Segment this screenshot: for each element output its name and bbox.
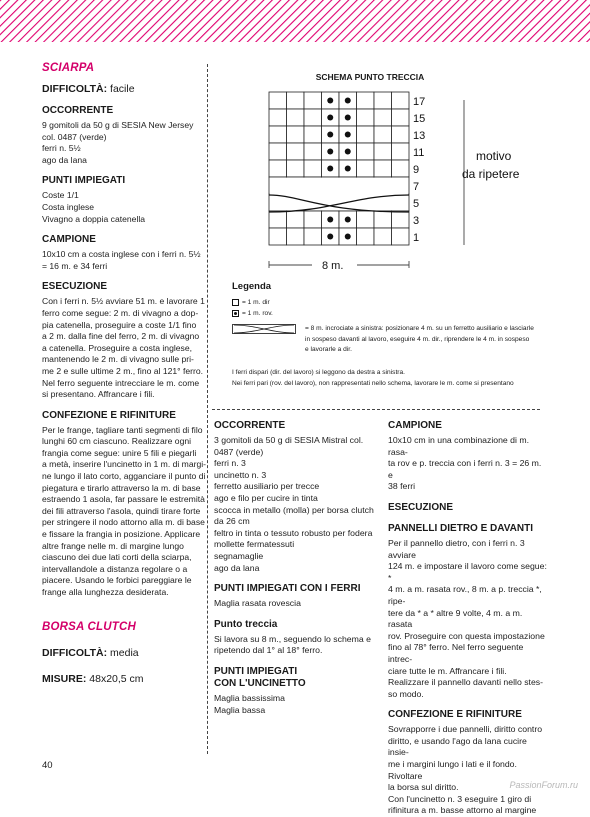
- chart-cell: [304, 211, 322, 228]
- chart-cell: [269, 160, 287, 177]
- occorrente-line: 9 gomitoli da 50 g di SESIA New Jersey: [42, 120, 194, 130]
- purl-dot: [327, 234, 333, 240]
- repeat-label: da ripetere: [462, 167, 520, 181]
- text-line: mantenendo le 2 m. di vivagno sulle pri-: [42, 354, 194, 365]
- chart-cell: [357, 109, 375, 126]
- text-line: per stringere il nodo attorno alla m. di base: [42, 517, 205, 528]
- text-line: ripetendo dal 1° al 18° ferro.: [214, 645, 323, 656]
- chart-cell: [374, 109, 392, 126]
- chart-cell: [304, 126, 322, 143]
- esecuzione-heading: ESECUZIONE: [388, 501, 454, 513]
- text-line: 38 ferri: [388, 481, 416, 492]
- chart-cell: [392, 109, 410, 126]
- text-line: Per le frange, tagliare tanti segmenti di filo: [42, 424, 203, 435]
- chart-cell: [357, 160, 375, 177]
- chart-cell: [374, 228, 392, 245]
- chart-cell: [392, 92, 410, 109]
- chart-grid-svg: [220, 90, 540, 300]
- esecuzione-text: [42, 296, 208, 400]
- punti-line: Coste 1/1: [42, 190, 79, 201]
- text-line: da 26 cm: [214, 516, 250, 527]
- legend-knit: [232, 297, 532, 308]
- borsa-title: BORSA CLUTCH: [42, 620, 136, 633]
- text-line: Con i ferri n. 5½ avviare 51 m. e lavorare 1: [42, 296, 205, 307]
- text-line: me 2 e sulle ultime 2 m., fino al 121° ferro.: [42, 365, 204, 376]
- purl-dot: [327, 115, 333, 121]
- chart-cell: [304, 228, 322, 245]
- text-line: I ferri dispari (dir. del lavoro) si leggono da destra a sinistra.: [232, 369, 405, 376]
- purl-dot: [327, 149, 333, 155]
- right-column: [388, 420, 548, 817]
- row-number: 1: [413, 232, 420, 244]
- chart-cell: [269, 228, 287, 245]
- campione-line: 10x10 cm a costa inglese con i ferri n. 5½: [42, 249, 201, 260]
- text-line: intervallandole a distanza regolare o a: [42, 563, 188, 574]
- chart-cell: [374, 211, 392, 228]
- repeat-label: motivo: [476, 149, 512, 163]
- text-line: tere da * a * altre 9 volte, 4 m. a m. rasata: [388, 607, 523, 630]
- text-line: uncinetto n. 3: [214, 469, 267, 480]
- chart-cell: [269, 211, 287, 228]
- occorrente-heading: OCCORRENTE: [214, 420, 286, 431]
- text-line: 0487 (verde): [214, 446, 264, 457]
- chart-cell: [304, 160, 322, 177]
- text-line: 10x10 cm in una combinazione di m. rasa-: [388, 435, 530, 457]
- punti-ferri-heading: PUNTI IMPIEGATI CON I FERRI: [214, 583, 361, 595]
- cable-cell: [270, 178, 409, 211]
- row-number: 15: [413, 113, 426, 125]
- chart-cell: [287, 92, 305, 109]
- row-number: 7: [413, 181, 420, 193]
- text-line: = 8 m. incrociate a sinistra: posizionare 4 m. su un ferretto ausiliario e lasciarle: [305, 325, 534, 332]
- sciarpa-title: SCIARPA: [42, 62, 95, 74]
- chart-cell: [392, 160, 410, 177]
- text-line: so modo.: [388, 688, 424, 699]
- purl-symbol-icon: [232, 310, 239, 317]
- section-divider: [212, 409, 540, 410]
- chart-cell: [304, 92, 322, 109]
- text-line: Per il pannello dietro, con i ferri n. 3 avviare: [388, 537, 525, 560]
- row-number: 13: [413, 130, 426, 142]
- text-line: scocca in metallo (molla) per borsa clutch: [214, 504, 374, 515]
- campione-line: = 16 m. e 34 ferri: [42, 260, 108, 271]
- sciarpa-difficulty: [42, 83, 208, 95]
- chart-cell: [287, 211, 305, 228]
- chart-cell: [357, 211, 375, 228]
- chart-notes: [232, 368, 532, 389]
- middle-column: [214, 420, 377, 716]
- difficulty-label: DIFFICOLTÀ:: [42, 83, 108, 95]
- campione-heading: CAMPIONE: [42, 234, 96, 246]
- purl-dot: [327, 98, 333, 104]
- chart-cell: [357, 126, 375, 143]
- chart-cell: [392, 211, 410, 228]
- text-line: fino al 78° ferro. Nel ferro seguente intrec-: [388, 642, 524, 664]
- text-line: ne lungo il lato corto, agganciare il punto di: [42, 471, 206, 482]
- text-line: e fissare la frangia in posizione. Applicare: [42, 529, 201, 540]
- legend-knit-text: = 1 m. dir: [242, 299, 270, 306]
- confezione-text: [42, 425, 208, 599]
- text-line: in sospeso davanti al lavoro, eseguire 4 m. dir., riprendere le 4 m. in sospeso: [305, 335, 530, 343]
- chart-title: SCHEMA PUNTO TRECCIA: [315, 72, 425, 82]
- text-line: ago da lana: [214, 562, 260, 573]
- text-line: Realizzare il pannello davanti nello stes-: [388, 677, 544, 688]
- text-line: feltro in tinta o tessuto robusto per fodera: [214, 527, 373, 538]
- occorrente-line: col. 0487 (verde): [42, 131, 107, 142]
- text-line: a catenella. Proseguire a costa inglese,: [42, 342, 193, 353]
- chart-cell: [287, 160, 305, 177]
- text-line: piegatura e tirarlo attraverso la m. di base: [42, 482, 201, 493]
- chart-cell: [392, 126, 410, 143]
- knit-symbol-icon: [232, 299, 239, 306]
- text-line: ago e filo per cucire in tinta: [214, 492, 318, 503]
- purl-dot: [327, 166, 333, 172]
- chart-cell: [374, 92, 392, 109]
- text-line: pia catenella, proseguire a coste 1/1 fino: [42, 319, 197, 330]
- watermark: PassionForum.ru: [509, 780, 578, 790]
- text-line: si presentano. Affrancare i fili.: [42, 389, 155, 400]
- text-line: ferro come segue: 2 m. di vivagno a dop-: [42, 307, 199, 318]
- purl-dot: [327, 217, 333, 223]
- chart-cell: [304, 143, 322, 160]
- chart-cell: [357, 92, 375, 109]
- text-line: Con l'uncinetto n. 3 eseguire 1 giro di: [388, 793, 532, 804]
- punti-uncinetto-heading: PUNTI IMPIEGATI: [214, 665, 298, 677]
- treccia-heading: Punto treccia: [214, 618, 278, 630]
- row-number: 17: [413, 96, 426, 108]
- text-line: Sovrapporre i due pannelli, diritto contro: [388, 724, 543, 735]
- text-line: Nel ferro seguente intrecciare le m. come: [42, 377, 200, 388]
- text-line: Maglia rasata rovescia: [214, 598, 301, 609]
- misure-value: 48x20,5 cm: [89, 672, 144, 685]
- column-divider: [207, 64, 208, 754]
- legend-cable-text: [305, 324, 537, 356]
- text-line: ferretto ausiliario per trecce: [214, 481, 320, 492]
- text-line: Maglia bassa: [214, 704, 266, 715]
- text-line: lunghi 60 cm ciascuno. Realizzare ogni: [42, 436, 192, 447]
- chart-cell: [269, 126, 287, 143]
- occorrente-line: ferri n. 5½: [42, 143, 81, 154]
- text-line: me i margini lungo i lati e il fondo. Rivoltare: [388, 759, 517, 781]
- chart-cell: [374, 160, 392, 177]
- text-line: rifinitura a m. basse attorno al margine: [388, 805, 537, 816]
- text-line: frangia come segue: unire 5 fili e piegarli: [42, 447, 197, 458]
- chart-cell: [374, 143, 392, 160]
- row-number: 9: [413, 164, 420, 176]
- misure-label: MISURE:: [42, 672, 87, 685]
- text-line: 124 m. e impostare il lavoro come segue: *: [388, 561, 547, 583]
- text-line: Maglia bassissima: [214, 692, 285, 703]
- text-line: ciascuno dei due lati corti della sciarpa,: [42, 552, 192, 563]
- difficulty-label: DIFFICOLTÀ:: [42, 646, 108, 659]
- borsa-misure: [42, 673, 208, 685]
- chart-cell: [357, 228, 375, 245]
- legend-purl-text: = 1 m. rov.: [242, 310, 273, 317]
- punti-line: Costa inglese: [42, 201, 95, 212]
- legend-purl: [232, 308, 532, 319]
- purl-dot: [345, 149, 351, 155]
- chart-cell: [304, 109, 322, 126]
- chart-cell: [287, 143, 305, 160]
- confezione-heading: CONFEZIONE E RIFINITURE: [42, 409, 176, 421]
- text-line: la borsa sul diritto.: [388, 782, 459, 793]
- legend-title: Legenda: [232, 281, 272, 292]
- width-label: 8 m.: [322, 260, 344, 272]
- text-line: 4 m. a m. rasata rov., 8 m. a p. treccia *, ripe-: [388, 584, 542, 606]
- text-line: rov. Proseguire con questa impostazione: [388, 630, 545, 641]
- campione-heading: CAMPIONE: [388, 420, 442, 431]
- punti-line: Vivagno a doppia catenella: [42, 213, 146, 224]
- text-line: segnamaglie: [214, 550, 264, 561]
- page-number: 40: [42, 760, 53, 771]
- text-line: dei fili attraverso l'asola, quindi tirare forte: [42, 505, 201, 516]
- text-line: estraendo 1 asola, far passare le estremità: [42, 494, 205, 505]
- chart-cell: [392, 228, 410, 245]
- chart-cell: [374, 126, 392, 143]
- chart-cell: [287, 126, 305, 143]
- borsa-difficulty: [42, 647, 208, 659]
- cable-symbol-icon: [232, 324, 296, 334]
- left-column: [42, 62, 208, 695]
- purl-dot: [345, 98, 351, 104]
- text-line: diritto, e usando l'ago da lana cucire insie-: [388, 735, 527, 758]
- confezione-heading: CONFEZIONE E RIFINITURE: [388, 709, 522, 721]
- text-line: e lavorarle a dir.: [305, 346, 352, 353]
- occorrente-heading: OCCORRENTE: [42, 105, 114, 116]
- text-line: a 2 m. dalla fine del ferro, 2 m. di vivagno: [42, 331, 200, 342]
- pannelli-heading: PANNELLI DIETRO E DAVANTI: [388, 522, 533, 534]
- text-line: a metà, inserire l'uncinetto in 1 m. di margi-: [42, 459, 207, 470]
- esecuzione-heading: ESECUZIONE: [42, 281, 108, 293]
- text-line: altre frange nelle m. di margine lungo: [42, 540, 184, 551]
- chart-cell: [287, 228, 305, 245]
- purl-dot: [345, 234, 351, 240]
- purl-dot: [345, 166, 351, 172]
- row-number: 11: [413, 147, 425, 159]
- difficulty-value: media: [110, 646, 139, 659]
- difficulty-value: facile: [110, 83, 135, 95]
- text-line: ciare tutte le m. Affrancare i fili.: [388, 665, 507, 676]
- text-line: Si lavora su 8 m., seguendo lo schema e: [214, 633, 371, 644]
- row-number: 5: [413, 198, 420, 210]
- chart-cell: [287, 109, 305, 126]
- top-hatched-stripe: [0, 0, 590, 42]
- text-line: frange alla lunghezza desiderata.: [42, 587, 169, 597]
- chart-cell: [357, 143, 375, 160]
- occorrente-line: ago da lana: [42, 154, 87, 165]
- purl-dot: [345, 217, 351, 223]
- text-line: ta rov e p. treccia con i ferri n. 3 = 26 m. e: [388, 458, 542, 480]
- text-line: piacere. Usando le forbici pareggiare le: [42, 575, 192, 586]
- purl-dot: [345, 132, 351, 138]
- row-number: 3: [413, 215, 420, 227]
- punti-heading: PUNTI IMPIEGATI: [42, 175, 126, 187]
- text-line: ferri n. 3: [214, 458, 246, 469]
- chart-cell: [269, 143, 287, 160]
- chart-cell: [269, 92, 287, 109]
- chart-cell: [269, 109, 287, 126]
- text-line: 3 gomitoli da 50 g di SESIA Mistral col.: [214, 435, 364, 445]
- chart-cell: [392, 143, 410, 160]
- purl-dot: [327, 132, 333, 138]
- purl-dot: [345, 115, 351, 121]
- punti-uncinetto-heading: CON L'UNCINETTO: [214, 677, 306, 689]
- text-line: mollette fermatessuti: [214, 539, 295, 550]
- text-line: Nei ferri pari (rov. del lavoro), non rappresentati nello schema, lavorare le m. come si presentano: [232, 379, 514, 387]
